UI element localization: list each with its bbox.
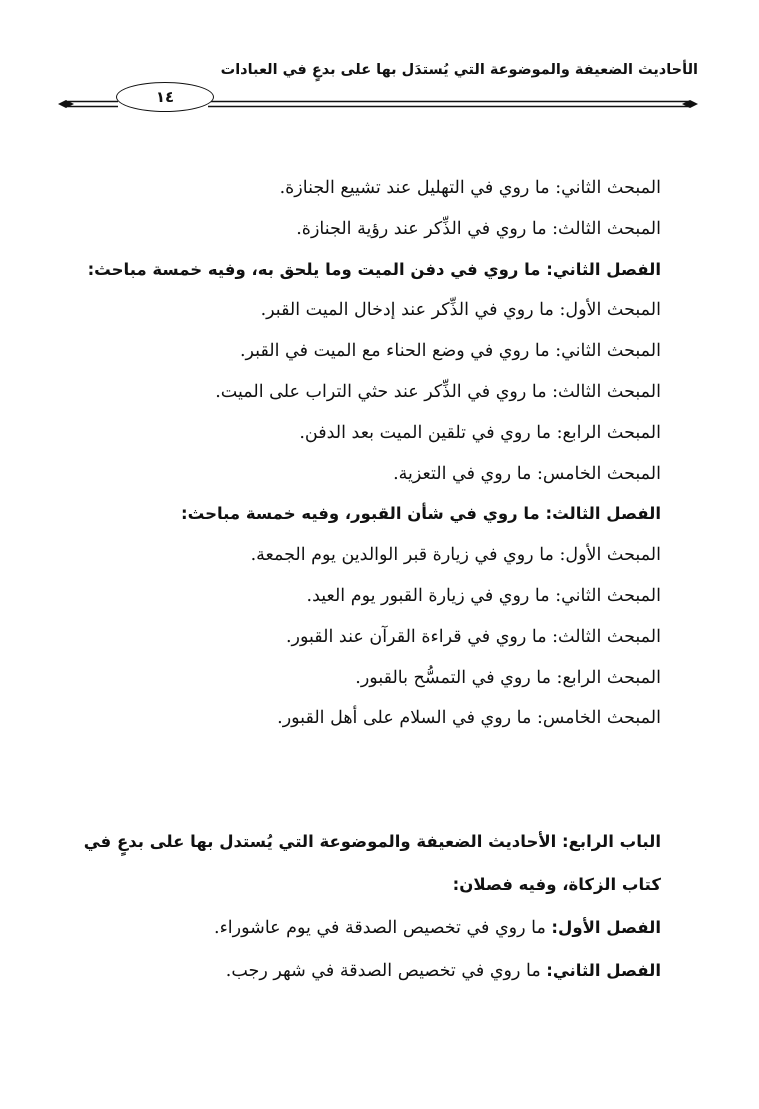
section-entry-1 — [61, 906, 661, 949]
toc-entry: المبحث الخامس: ما روي في التعزية. — [393, 463, 661, 484]
toc-entry: المبحث الخامس: ما روي في السلام على أهل القبور. — [277, 708, 661, 729]
toc-entry: المبحث الثالث: ما روي في الذِّكر عند حثي التراب على الميت. — [215, 381, 661, 402]
running-title: الأحاديث الضعيفة والموضوعة التي يُستدَل بها على بدعٍ في العبادات — [220, 62, 698, 78]
toc-entry: المبحث الثالث: ما روي في قراءة القرآن عند القبور. — [285, 626, 661, 647]
toc-list — [61, 168, 661, 739]
toc-entry: المبحث الثالث: ما روي في الذِّكر عند رؤية الجنازة. — [296, 218, 661, 239]
toc-entry: المبحث الرابع: ما روي في تلقين الميت بعد الدفن. — [299, 422, 661, 443]
chapter-heading-line-2: كتاب الزكاة، وفيه فصلان: — [452, 875, 661, 894]
toc-entry: المبحث الثاني: ما روي في وضع الحناء مع الميت في القبر. — [239, 341, 661, 362]
section-heading: الفصل الثالث: ما روي في شأن القبور، وفيه خمسة مباحث: — [181, 504, 661, 524]
toc-entry: المبحث الرابع: ما روي في التمسُّح بالقبور. — [355, 667, 661, 688]
section-text: ما روي في تخصيص الصدقة في يوم عاشوراء. — [214, 918, 552, 938]
toc-entry: المبحث الأول: ما روي في الذِّكر عند إدخال الميت القبر. — [260, 300, 661, 321]
toc-entry: المبحث الثاني: ما روي في زيارة القبور يوم العيد. — [306, 585, 661, 606]
chapter-heading-line-1: الباب الرابع: الأحاديث الضعيفة والموضوعة التي يُستدل بها على بدعٍ في — [83, 832, 661, 851]
section-label: الفصل الأول: — [551, 918, 661, 937]
section-entry-2 — [61, 949, 661, 992]
page-header — [58, 62, 698, 122]
toc-entry: المبحث الأول: ما روي في زيارة قبر الوالدين يوم الجمعة. — [250, 545, 661, 566]
section-heading: الفصل الثاني: ما روي في دفن الميت وما يلحق به، وفيه خمسة مباحث: — [87, 259, 661, 279]
page-number: ١٤ — [116, 82, 214, 112]
toc-entry: المبحث الثاني: ما روي في التهليل عند تشييع الجنازة. — [279, 178, 661, 198]
section-label: الفصل الثاني: — [546, 961, 661, 980]
chapter-four — [61, 820, 661, 992]
section-text: ما روي في تخصيص الصدقة في شهر رجب. — [225, 961, 547, 981]
